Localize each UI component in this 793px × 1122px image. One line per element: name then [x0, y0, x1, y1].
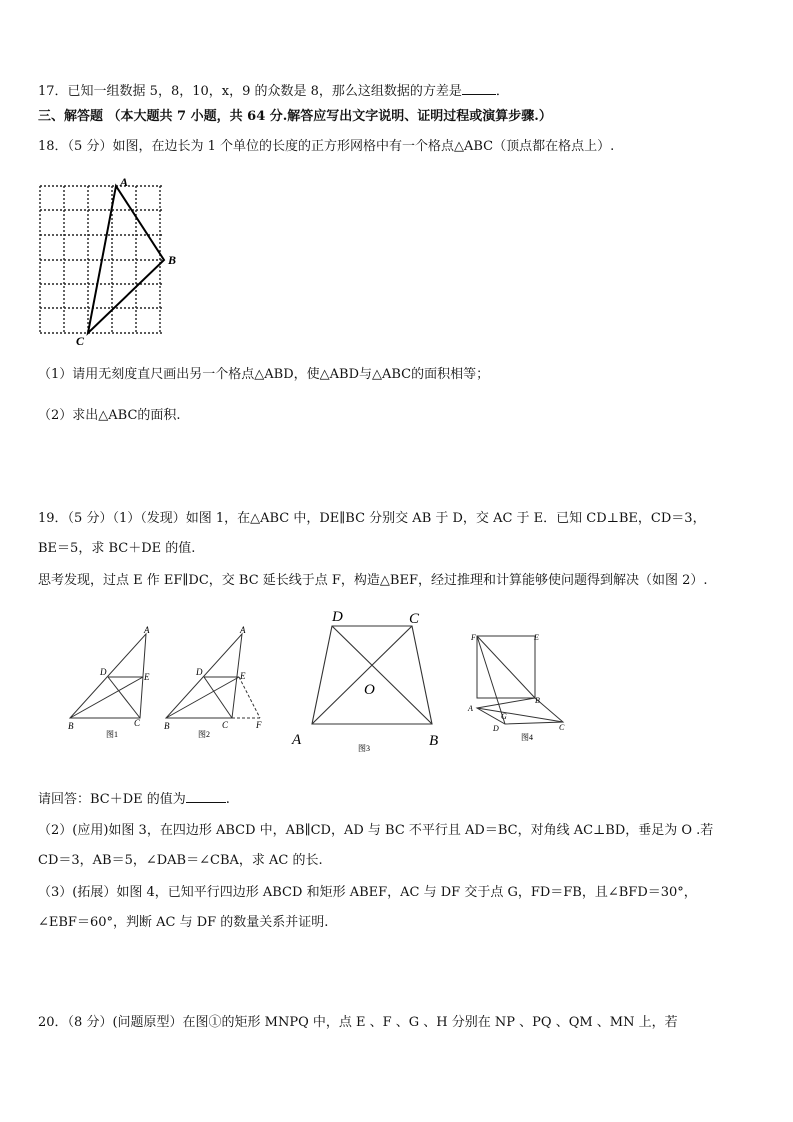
fig4-label-e: E: [534, 633, 539, 642]
fig2-label-e: E: [240, 671, 246, 681]
fig3-label-o: O: [364, 682, 375, 698]
fig3-label-b: B: [429, 733, 439, 749]
q19-part3-line1: （3）(拓展）如图 4，已知平行四边形 ABCD 和矩形 ABEF，AC 与 DF 交于点 G，FD＝FB，且∠BFD＝30°，: [38, 885, 697, 900]
fig1-label-e: E: [144, 672, 150, 682]
q19-answer-blank[interactable]: [186, 790, 226, 803]
q19-part3-line2: ∠EBF＝60°，判断 AC 与 DF 的数量关系并证明.: [38, 915, 329, 930]
fig1-label-c: C: [134, 718, 141, 728]
fig4-label-d: D: [493, 724, 499, 733]
label-a: A: [120, 178, 129, 189]
q17-line: [38, 82, 509, 101]
fig3-caption: 图3: [358, 744, 370, 753]
fig1-caption: 图1: [106, 730, 118, 739]
q19-figure-3: [288, 604, 453, 754]
q18-grid-figure: [36, 178, 176, 348]
fig2-caption: 图2: [198, 730, 210, 739]
fig2-label-d: D: [196, 667, 203, 677]
q19-answer-prompt: 请回答：BC＋DE 的值为: [38, 792, 186, 807]
fig2-label-b: B: [164, 721, 170, 731]
fig3-label-c: C: [409, 611, 420, 627]
q19-part2-line1: （2）(应用)如图 3，在四边形 ABCD 中，AB∥CD，AD 与 BC 不平行且 AD＝BC，对角线 AC⊥BD，垂足为 O .若: [38, 823, 714, 838]
fig4-label-a: A: [468, 704, 473, 713]
q19-figure-4: [463, 626, 578, 744]
q17-text: 17．已知一组数据 5，8，10，x，9 的众数是 8，那么这组数据的方差是: [38, 84, 462, 99]
fig4-caption: 图4: [521, 733, 533, 742]
fig4-label-c: C: [559, 723, 565, 732]
q18-part2: （2）求出△ABC的面积.: [38, 408, 181, 423]
fig2-label-f: F: [256, 720, 262, 730]
fig2-label-a: A: [240, 625, 246, 635]
q17-answer-blank[interactable]: [462, 82, 496, 95]
fig4-label-f: F: [471, 633, 476, 642]
q19-line2: BE＝5，求 BC＋DE 的值.: [38, 541, 196, 556]
q17-end: ．: [495, 84, 509, 99]
fig1-label-d: D: [100, 667, 107, 677]
q19-line3: 思考发现，过点 E 作 EF∥DC，交 BC 延长线于点 F，构造△BEF，经过推理和计算能够使问题得到解决（如图 2）.: [38, 573, 708, 588]
fig3-label-a: A: [292, 732, 302, 748]
q19-part2-line2: CD＝3，AB＝5，∠DAB＝∠CBA，求 AC 的长.: [38, 853, 323, 868]
fig4-label-b: B: [535, 696, 540, 705]
label-b: B: [168, 253, 176, 267]
fig4-label-g: G: [501, 712, 507, 721]
q18-stem: 18．（5 分）如图，在边长为 1 个单位的长度的正方形网格中有一个格点△ABC（顶点都在格点上）.: [38, 139, 615, 154]
q19-line1: 19．（5 分）（1）（发现）如图 1，在△ABC 中，DE∥BC 分别交 AB 于 D，交 AC 于 E．已知 CD⊥BE，CD＝3，: [38, 511, 706, 526]
fig2-label-c: C: [222, 720, 229, 730]
q20-text: 20．（8 分）(问题原型）在图①的矩形 MNPQ 中，点 E 、F 、G 、H 分别在 NP 、PQ 、QM 、MN 上，若: [38, 1015, 678, 1030]
q19-figure-1: [64, 622, 164, 742]
fig1-label-b: B: [68, 721, 74, 731]
q19-figure-2: [160, 622, 280, 742]
label-c: C: [76, 334, 85, 348]
section-3-header: 三、解答题 （本大题共 7 小题，共 64 分.解答应写出文字说明、证明过程或演算步骤.）: [38, 109, 552, 124]
q19-answer-line: [38, 790, 230, 809]
q19-answer-end: .: [225, 792, 230, 807]
q18-part1: （1）请用无刻度直尺画出另一个格点△ABD，使△ABD与△ABC的面积相等；: [38, 367, 490, 382]
fig1-label-a: A: [144, 625, 150, 635]
fig3-label-d: D: [332, 609, 343, 625]
